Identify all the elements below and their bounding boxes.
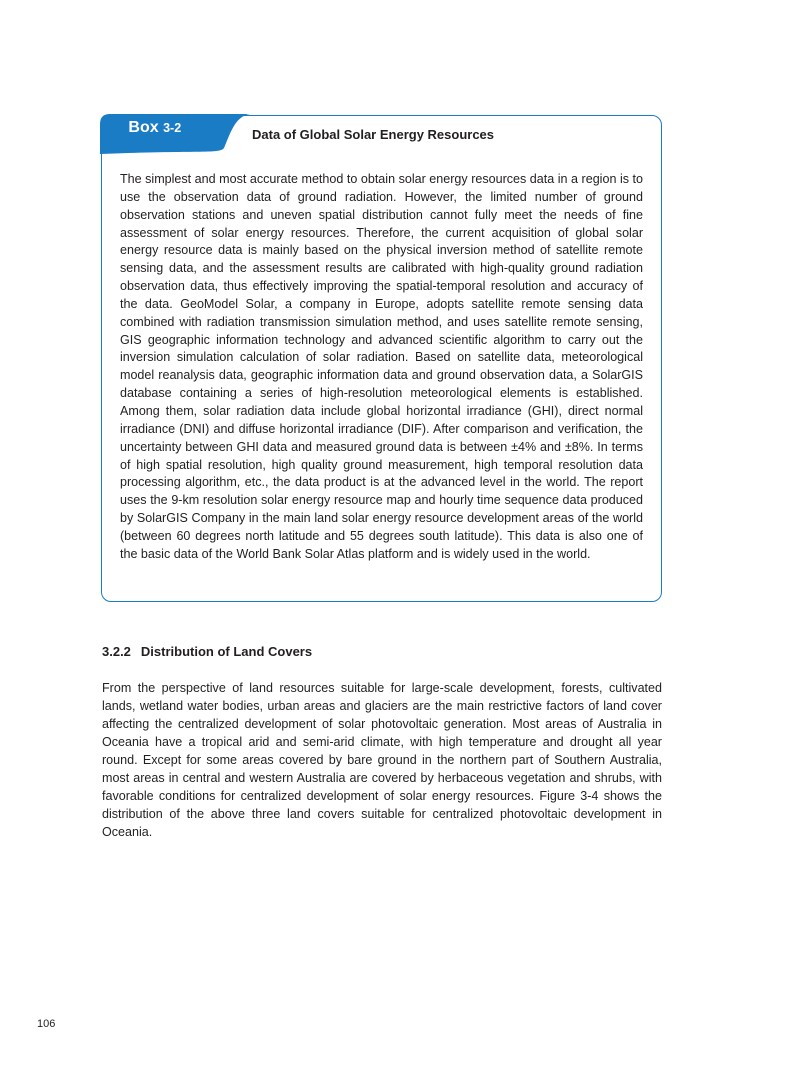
box-label-text: Box (128, 119, 159, 137)
section-heading (102, 644, 312, 659)
box-number: 3-2 (163, 121, 182, 136)
box-tab (100, 114, 250, 154)
info-box (101, 115, 662, 602)
section-title: Distribution of Land Covers (140, 644, 313, 659)
box-body-text: The simplest and most accurate method to obtain solar energy resources data in a region is to use the observation data of ground radiation. However, the limited number of ground observation stations and uneven spatial distribution cannot fully meet the needs of fine assessment of solar energy resources. Therefore, the current acquisition of global solar energy resource data is mainly based on the physical inversion method of satellite remote sensing data, and the assessment results are calibrated with high-quality ground radiation observation data, thus effectively improving the spatial-temporal resolution and accuracy of the data. GeoModel Solar, a company in Europe, adopts satellite remote sensing data combined with radiation transmission simulation method, and uses satellite remote sensing, GIS geographic information technology and advanced scientific algorithm to carry out the inversion simulation calculation of solar radiation. Based on satellite data, meteorological model reanalysis data, geographic information data and ground observation data, a SolarGIS database containing a series of high-resolution meteorological elements is established. Among them, solar radiation data include global horizontal irradiance (GHI), direct normal irradiance (DNI) and diffuse horizontal irradiance (DIF). After comparison and verification, the uncertainty between GHI data and measured ground data is between ±4% and ±8%. In terms of high spatial resolution, high quality ground measurement, high temporal resolution data processing algorithm, etc., the data product is at the advanced level in the world. The report uses the 9-km resolution solar energy resource map and hourly time sequence data produced by SolarGIS Company in the main land solar energy resource development areas of the world (between 60 degrees north latitude and 55 degrees south latitude). This data is also one of the basic data of the World Bank Solar Atlas platform and is widely used in the world. (120, 172, 643, 561)
section-body-text: From the perspective of land resources suitable for large-scale development, forests, cultivated lands, wetland water bodies, urban areas and glaciers are the main restrictive factors of land cover affecting the centralized development of solar photovoltaic generation. Most areas of Australia in Oceania have a tropical arid and semi-arid climate, with high temperature and drought all year round. Except for some areas covered by bare ground in the northern part of Southern Australia, most areas in central and western Australia are covered by herbaceous vegetation and shrubs, with favorable conditions for centralized development of solar energy resources. Figure 3-4 shows the distribution of the above three land covers suitable for centralized photovoltaic development in Oceania. (102, 681, 662, 839)
section-number: 3.2.2 (102, 644, 131, 659)
box-label (128, 119, 181, 137)
box-title: Data of Global Solar Energy Resources (252, 127, 495, 142)
page-number: 106 (37, 1018, 56, 1030)
